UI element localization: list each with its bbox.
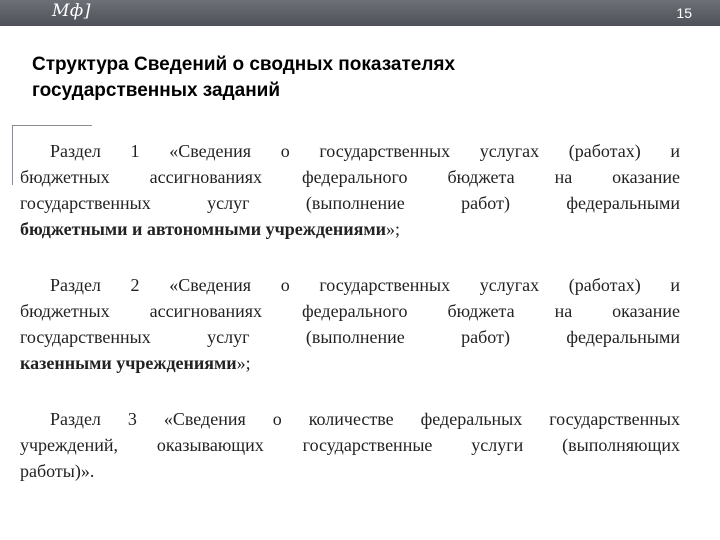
section-3-line-3: работы)». bbox=[20, 461, 95, 481]
section-3-line-2: учреждений, оказывающих государственные услуги (выполняющих bbox=[20, 435, 680, 455]
section-2 bbox=[20, 272, 680, 376]
section-1-line-1: Раздел 1 «Сведения о государственных услугах (работах) и bbox=[50, 141, 680, 161]
section-2-line-3: государственных услуг (выполнение работ) федеральными bbox=[20, 327, 680, 347]
section-3-line-1: Раздел 3 «Сведения о количестве федеральных государственных bbox=[50, 409, 680, 429]
sections-list bbox=[20, 138, 680, 514]
section-1-line-2: бюджетных ассигнованиях федерального бюджета на оказание bbox=[20, 167, 680, 187]
decorative-divider-vertical bbox=[12, 125, 13, 185]
title-line-2: государственных заданий bbox=[32, 80, 281, 101]
decorative-divider-horizontal bbox=[12, 125, 92, 126]
section-2-line-4 bbox=[20, 350, 680, 376]
page-number: 15 bbox=[676, 5, 692, 21]
section-1-line-3: государственных услуг (выполнение работ) федеральными bbox=[20, 193, 680, 213]
top-bar bbox=[0, 0, 720, 26]
section-1-line-4-end: »; bbox=[386, 219, 401, 239]
section-2-line-2: бюджетных ассигнованиях федерального бюджета на оказание bbox=[20, 301, 680, 321]
section-1 bbox=[20, 138, 680, 242]
section-2-line-1: Раздел 2 «Сведения о государственных услугах (работах) и bbox=[50, 275, 680, 295]
section-1-bold-text: бюджетными и автономными учреждениями bbox=[20, 219, 387, 239]
section-2-bold-text: казенными учреждениями bbox=[20, 353, 237, 373]
section-1-line-4 bbox=[20, 216, 680, 242]
page-title bbox=[32, 52, 672, 104]
logo: Мф] bbox=[52, 1, 91, 21]
title-line-1: Структура Сведений о сводных показателях bbox=[32, 54, 456, 75]
section-3 bbox=[20, 406, 680, 484]
section-2-line-4-end: »; bbox=[236, 353, 251, 373]
